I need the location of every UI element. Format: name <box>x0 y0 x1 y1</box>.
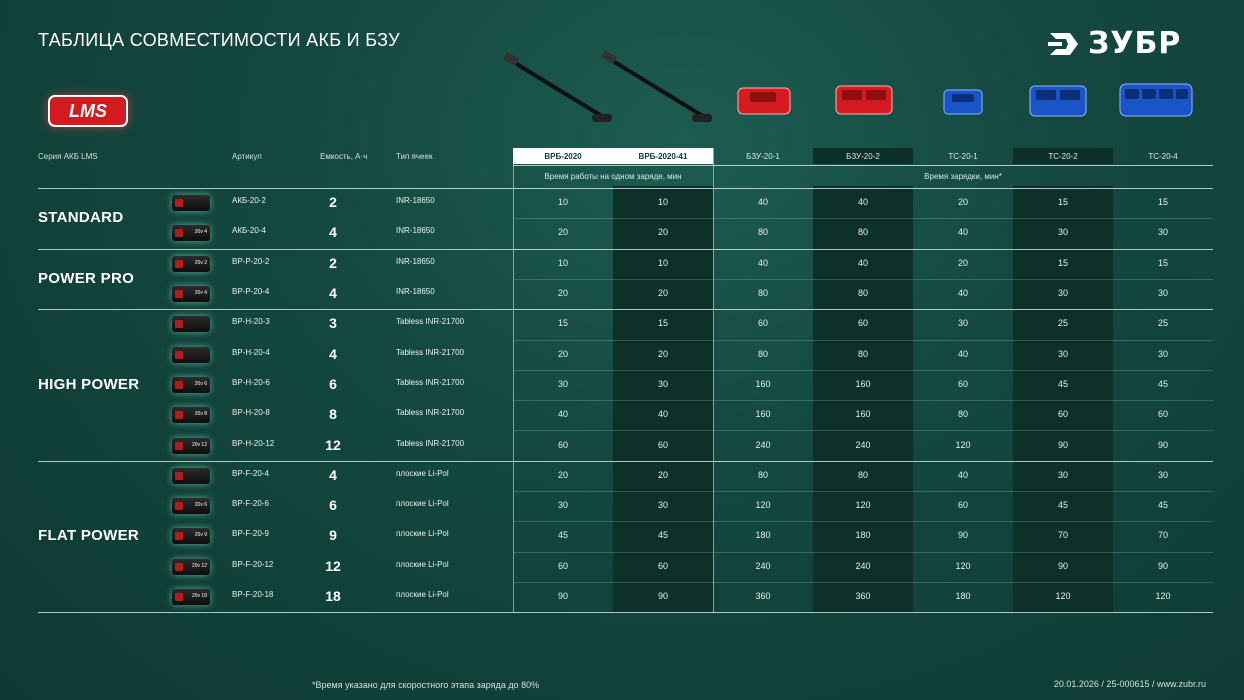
value-cell: 10 <box>657 197 668 208</box>
value-cell: 60 <box>657 439 668 450</box>
capacity-cell: 8 <box>329 406 337 423</box>
battery-pad-icon <box>175 320 183 328</box>
capacity-cell: 4 <box>329 345 337 362</box>
cell-type-cell: плоские Li-Pol <box>396 529 449 539</box>
battery-pad-icon <box>175 532 183 540</box>
cell-type-cell: Tabless INR-21700 <box>396 347 465 357</box>
value-cell: 60 <box>857 318 868 329</box>
value-cell: 30 <box>1157 288 1168 299</box>
value-cell: 15 <box>1057 257 1068 268</box>
group-name: STANDARD <box>38 209 124 227</box>
battery-icon <box>172 407 210 423</box>
value-cell: 70 <box>1157 530 1168 541</box>
capacity-cell: 2 <box>329 194 337 211</box>
group-divider <box>38 461 1213 462</box>
article-cell: АКБ-20-4 <box>232 226 266 236</box>
group-divider <box>38 249 1213 250</box>
page-title: ТАБЛИЦА СОВМЕСТИМОСТИ АКБ И БЗУ <box>38 30 400 50</box>
battery-label: 20v 2 <box>194 259 207 266</box>
value-cell: 45 <box>1057 500 1068 511</box>
value-cell: 80 <box>857 227 868 238</box>
cell-type-cell: INR-18650 <box>396 196 435 206</box>
column-vrb-2020-41: ВРБ-2020-41 <box>613 148 713 164</box>
group-divider <box>38 309 1213 310</box>
value-cell: 15 <box>1157 257 1168 268</box>
row-divider <box>513 582 1213 583</box>
battery-icon <box>172 589 210 605</box>
value-cell: 360 <box>755 591 771 602</box>
cell-type-cell: плоские Li-Pol <box>396 499 449 509</box>
cell-type-cell: Tabless INR-21700 <box>396 317 465 327</box>
value-cell: 20 <box>557 348 568 359</box>
capacity-cell: 12 <box>325 557 341 574</box>
battery-label: 20v 6 <box>194 380 207 387</box>
value-cell: 40 <box>757 257 768 268</box>
value-cell: 45 <box>1157 378 1168 389</box>
value-cell: 60 <box>557 560 568 571</box>
value-cell: 40 <box>857 257 868 268</box>
value-cell: 90 <box>557 591 568 602</box>
value-cell: 20 <box>657 288 668 299</box>
battery-pad-icon <box>175 199 183 207</box>
battery-label: 20v 4 <box>194 229 207 236</box>
value-cell: 90 <box>1157 560 1168 571</box>
value-cell: 120 <box>855 500 871 511</box>
value-cell: 60 <box>957 500 968 511</box>
value-cell: 60 <box>1057 409 1068 420</box>
battery-icon <box>172 377 210 393</box>
battery-pad-icon <box>175 229 183 237</box>
cell-type-cell: Tabless INR-21700 <box>396 377 465 387</box>
value-cell: 20 <box>957 197 968 208</box>
value-cell: 60 <box>557 439 568 450</box>
value-cell: 10 <box>657 257 668 268</box>
article-cell: BP-F-20-6 <box>232 499 269 509</box>
capacity-cell: 3 <box>329 315 337 332</box>
value-cell: 180 <box>955 591 971 602</box>
value-cell: 80 <box>757 469 768 480</box>
charger-tc-20-4-image <box>1116 78 1196 122</box>
value-cell: 70 <box>1057 530 1068 541</box>
value-cell: 45 <box>1157 500 1168 511</box>
charger-bzu-20-2-image <box>832 80 896 118</box>
battery-label: 20v 4 <box>194 290 207 297</box>
row-divider <box>513 491 1213 492</box>
value-cell: 80 <box>857 348 868 359</box>
footer-info: 20.01.2026 / 25-000615 / www.zubr.ru <box>1053 679 1206 689</box>
value-cell: 40 <box>957 227 968 238</box>
battery-pad-icon <box>175 563 183 571</box>
footnote: *Время указано для скоростного этапа заряда до 80% <box>312 680 540 690</box>
value-cell: 30 <box>557 500 568 511</box>
article-cell: BP-F-20-9 <box>232 529 269 539</box>
pole-saw-1-image <box>500 50 730 130</box>
article-cell: BP-P-20-2 <box>232 256 270 266</box>
battery-pad-icon <box>175 290 183 298</box>
value-cell: 10 <box>557 197 568 208</box>
battery-pad-icon <box>175 502 183 510</box>
article-cell: BP-P-20-4 <box>232 287 270 297</box>
value-cell: 40 <box>857 197 868 208</box>
group-name: HIGH POWER <box>38 375 140 393</box>
capacity-cell: 6 <box>329 497 337 514</box>
battery-icon <box>172 316 210 332</box>
column-bzu-20-1: БЗУ-20-1 <box>746 151 780 161</box>
zubr-mark-icon <box>1048 29 1080 59</box>
value-cell: 30 <box>1057 227 1068 238</box>
column-tc-20-2: ТС-20-2 <box>1013 148 1113 164</box>
value-cell: 60 <box>757 318 768 329</box>
battery-icon <box>172 468 210 484</box>
value-cell: 45 <box>557 530 568 541</box>
value-cell: 90 <box>1057 439 1068 450</box>
capacity-cell: 6 <box>329 375 337 392</box>
article-cell: BP-H-20-3 <box>232 317 270 327</box>
row-divider <box>513 521 1213 522</box>
value-cell: 360 <box>855 591 871 602</box>
cell-type-cell: плоские Li-Pol <box>396 559 449 569</box>
value-cell: 40 <box>957 348 968 359</box>
value-cell: 40 <box>957 288 968 299</box>
header-series: Серия АКБ LMS <box>38 152 98 161</box>
battery-pad-icon <box>175 411 183 419</box>
article-cell: BP-F-20-4 <box>232 468 269 478</box>
battery-label: 20v 9 <box>194 532 207 539</box>
battery-pad-icon <box>175 381 183 389</box>
value-cell: 15 <box>1157 197 1168 208</box>
value-cell: 240 <box>855 439 871 450</box>
capacity-cell: 12 <box>325 436 341 453</box>
column-tc-20-1: ТС-20-1 <box>948 151 978 161</box>
header-article: Артикул <box>232 152 262 161</box>
value-cell: 160 <box>855 409 871 420</box>
value-cell: 30 <box>1057 348 1068 359</box>
battery-label: 20v 18 <box>191 593 207 600</box>
brand-name: ЗУБР <box>1088 26 1182 61</box>
article-cell: BP-H-20-4 <box>232 347 270 357</box>
charger-bzu-20-1-image <box>734 82 794 118</box>
cell-type-cell: Tabless INR-21700 <box>396 438 465 448</box>
value-cell: 120 <box>755 500 771 511</box>
value-cell: 80 <box>757 227 768 238</box>
subheader-runtime: Время работы на одном заряде, мин <box>544 171 682 181</box>
battery-pad-icon <box>175 260 183 268</box>
value-cell: 10 <box>557 257 568 268</box>
battery-label: 20v 8 <box>194 411 207 418</box>
value-cell: 120 <box>1055 591 1071 602</box>
charger-tc-20-1-image <box>940 84 986 118</box>
battery-icon <box>172 347 210 363</box>
header-cell-type: Тип ячеек <box>396 152 433 161</box>
row-divider <box>513 370 1213 371</box>
article-cell: BP-H-20-8 <box>232 408 270 418</box>
cell-type-cell: плоские Li-Pol <box>396 468 449 478</box>
capacity-cell: 4 <box>329 466 337 483</box>
value-cell: 30 <box>657 378 668 389</box>
column-bzu-20-2: БЗУ-20-2 <box>813 148 913 164</box>
value-cell: 45 <box>1057 378 1068 389</box>
group-name: POWER PRO <box>38 269 135 287</box>
battery-icon <box>172 498 210 514</box>
battery-icon <box>172 559 210 575</box>
value-cell: 20 <box>557 469 568 480</box>
capacity-cell: 2 <box>329 254 337 271</box>
value-cell: 240 <box>755 439 771 450</box>
value-cell: 30 <box>557 378 568 389</box>
value-cell: 80 <box>857 288 868 299</box>
value-cell: 15 <box>657 318 668 329</box>
row-divider <box>513 430 1213 431</box>
value-cell: 20 <box>657 469 668 480</box>
article-cell: АКБ-20-2 <box>232 196 266 206</box>
value-cell: 40 <box>557 409 568 420</box>
value-cell: 30 <box>1057 469 1068 480</box>
value-cell: 30 <box>1157 227 1168 238</box>
value-cell: 45 <box>657 530 668 541</box>
value-cell: 20 <box>657 348 668 359</box>
value-cell: 160 <box>755 409 771 420</box>
row-divider <box>513 400 1213 401</box>
value-cell: 60 <box>957 378 968 389</box>
cell-type-cell: INR-18650 <box>396 226 435 236</box>
value-cell: 90 <box>1057 560 1068 571</box>
value-cell: 60 <box>1157 409 1168 420</box>
value-cell: 120 <box>1155 591 1171 602</box>
value-cell: 40 <box>957 469 968 480</box>
header-line <box>513 165 1213 166</box>
battery-pad-icon <box>175 442 183 450</box>
row-divider <box>513 218 1213 219</box>
capacity-cell: 18 <box>325 588 341 605</box>
lms-logo: LMS <box>48 95 128 127</box>
battery-icon <box>172 225 210 241</box>
value-cell: 40 <box>757 197 768 208</box>
value-cell: 60 <box>657 560 668 571</box>
value-cell: 120 <box>955 560 971 571</box>
cell-type-cell: INR-18650 <box>396 256 435 266</box>
value-cell: 15 <box>557 318 568 329</box>
value-cell: 240 <box>755 560 771 571</box>
value-cell: 30 <box>1157 348 1168 359</box>
capacity-cell: 9 <box>329 527 337 544</box>
value-cell: 160 <box>855 378 871 389</box>
brand-logo <box>1048 26 1181 61</box>
cell-type-cell: плоские Li-Pol <box>396 590 449 600</box>
value-cell: 25 <box>1157 318 1168 329</box>
battery-icon <box>172 438 210 454</box>
charger-tc-20-2-image <box>1026 80 1090 120</box>
battery-icon <box>172 528 210 544</box>
article-cell: BP-H-20-6 <box>232 377 270 387</box>
battery-label: 20v 6 <box>194 502 207 509</box>
cell-type-cell: INR-18650 <box>396 287 435 297</box>
header-capacity: Емкость, А·ч <box>320 152 368 161</box>
battery-label: 20v 12 <box>191 562 207 569</box>
group-divider <box>38 188 1213 189</box>
column-vrb-2020: ВРБ-2020 <box>513 148 613 164</box>
value-cell: 20 <box>657 227 668 238</box>
value-cell: 90 <box>957 530 968 541</box>
row-divider <box>513 279 1213 280</box>
article-cell: BP-F-20-18 <box>232 590 274 600</box>
battery-pad-icon <box>175 472 183 480</box>
value-cell: 30 <box>657 500 668 511</box>
battery-icon <box>172 256 210 272</box>
subheader-charge: Время зарядки, мин* <box>924 171 1002 181</box>
value-cell: 240 <box>855 560 871 571</box>
value-cell: 80 <box>757 348 768 359</box>
row-divider <box>513 552 1213 553</box>
capacity-cell: 4 <box>329 285 337 302</box>
value-cell: 30 <box>1057 288 1068 299</box>
group-name: FLAT POWER <box>38 527 140 545</box>
capacity-cell: 4 <box>329 224 337 241</box>
value-cell: 80 <box>957 409 968 420</box>
value-cell: 80 <box>857 469 868 480</box>
battery-pad-icon <box>175 351 183 359</box>
value-cell: 160 <box>755 378 771 389</box>
battery-label: 20v 12 <box>191 441 207 448</box>
value-cell: 20 <box>557 227 568 238</box>
row-divider <box>513 340 1213 341</box>
value-cell: 80 <box>757 288 768 299</box>
value-cell: 20 <box>557 288 568 299</box>
value-cell: 180 <box>855 530 871 541</box>
article-cell: BP-F-20-12 <box>232 559 274 569</box>
value-cell: 30 <box>957 318 968 329</box>
value-cell: 90 <box>1157 439 1168 450</box>
battery-icon <box>172 286 210 302</box>
value-cell: 180 <box>755 530 771 541</box>
battery-icon <box>172 195 210 211</box>
battery-pad-icon <box>175 593 183 601</box>
value-cell: 40 <box>657 409 668 420</box>
column-tc-20-4: ТС-20-4 <box>1148 151 1178 161</box>
value-cell: 90 <box>657 591 668 602</box>
value-cell: 30 <box>1157 469 1168 480</box>
value-cell: 20 <box>957 257 968 268</box>
group-divider <box>38 612 1213 613</box>
value-cell: 120 <box>955 439 971 450</box>
article-cell: BP-H-20-12 <box>232 438 275 448</box>
value-cell: 15 <box>1057 197 1068 208</box>
cell-type-cell: Tabless INR-21700 <box>396 408 465 418</box>
value-cell: 25 <box>1057 318 1068 329</box>
